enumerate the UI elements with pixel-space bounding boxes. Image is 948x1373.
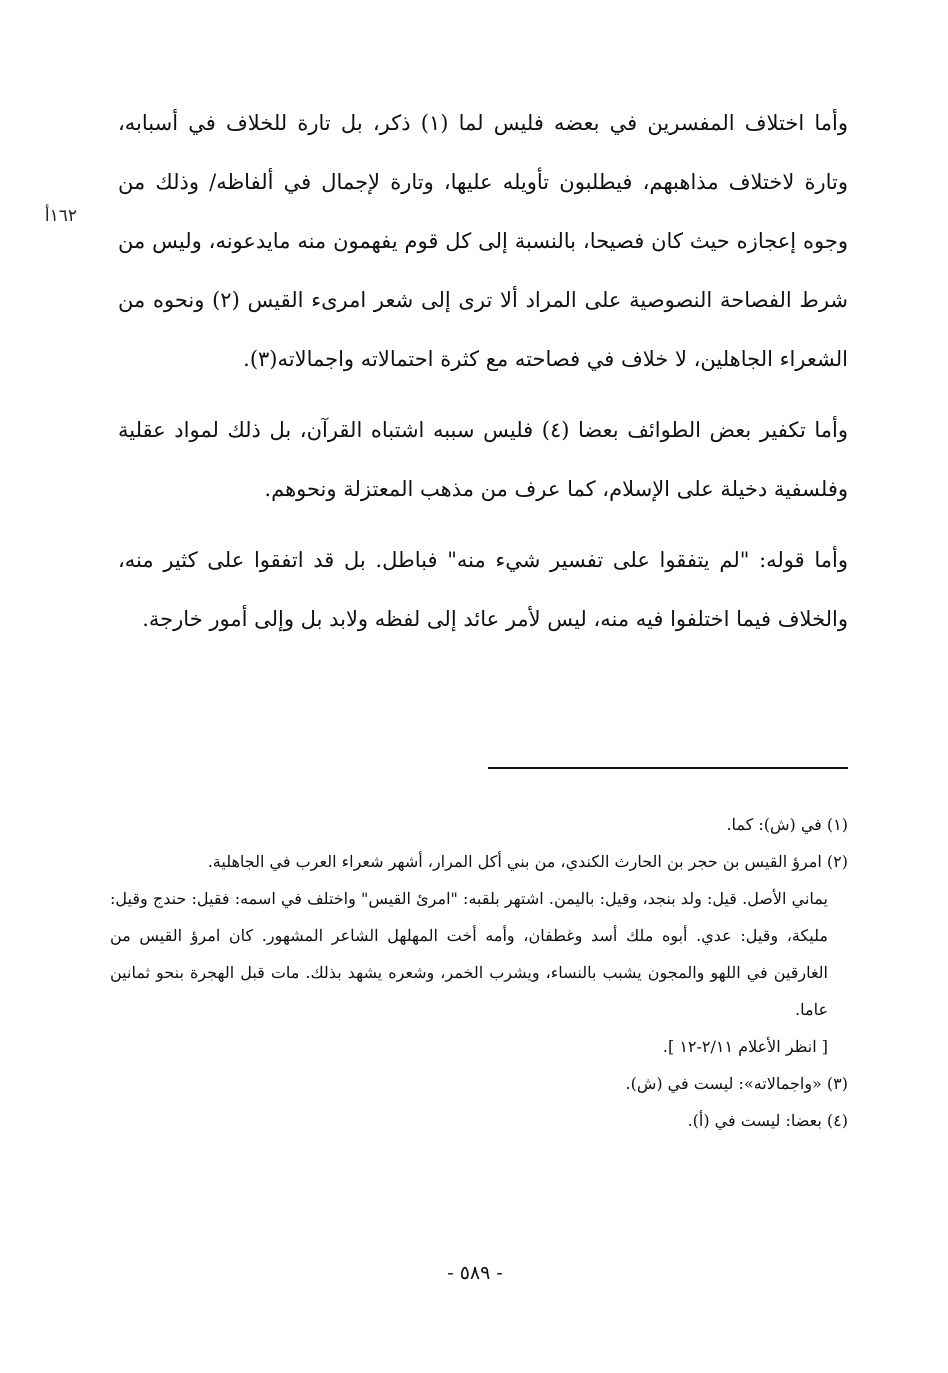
footnotes (110, 806, 848, 1139)
page-number: - ٥٨٩ - (447, 1262, 503, 1284)
footnote-2-reference: [ انظر الأعلام ٢/١١-١٢ ]. (662, 1037, 828, 1056)
footnote-1: (١) في (ش): كما. (726, 815, 848, 834)
margin-folio-note: ١٦٢أ (44, 206, 78, 226)
footnote-2: (٢) امرؤ القيس بن حجر بن الحارث الكندي، من بني أكل المرار، أشهر شعراء العرب في الجاهلية. (207, 852, 848, 871)
main-body (118, 94, 848, 661)
footnote-4: (٤) بعضا: ليست في (أ). (687, 1111, 848, 1130)
footnote-3: (٣) «واجمالاته»: ليست في (ش). (625, 1074, 848, 1093)
paragraph-2: وأما تكفير بعض الطوائف بعضا (٤) فليس سببه اشتباه القرآن، بل ذلك لمواد عقلية وفلسفية دخيلة على الإسلام، كما عرف من مذهب المعتزلة ونحوهم. (118, 418, 848, 501)
paragraph-3: وأما قوله: "لم يتفقوا على تفسير شيء منه" فباطل. بل قد اتفقوا على كثير منه، والخلاف فيما اختلفوا فيه منه، ليس لأمر عائد إلى لفظه ولابد بل وإلى أمور خارجة. (118, 548, 848, 631)
footnote-separator (488, 767, 848, 769)
paragraph-1: وأما اختلاف المفسرين في بعضه فليس لما (١) ذكر، بل تارة للخلاف في أسبابه، وتارة لاختلاف مذاهبهم، فيطلبون تأويله عليها، وتارة لإجمال في ألفاظه/ وذلك من وجوه إعجازه حيث كان فصيحا، بالنسبة إلى كل قوم يفهمون منه مايدعونه، وليس من شرط الفصاحة النصوصية على المراد ألا ترى إلى شعر امرىء القيس (٢) ونحوه من الشعراء الجاهلين، لا خلاف في فصاحته مع كثرة احتمالاته واجمالاته(٣). (118, 111, 849, 371)
footnote-2-body: يماني الأصل. قيل: ولد بنجد، وقيل: باليمن. اشتهر بلقبه: "امرئ القيس" واختلف في اسمه: فقيل: حندج وقيل: مليكة، وقيل: عدي. أبوه ملك أسد وغطفان، وأمه أخت المهلهل الشاعر المشهور. كان امرؤ القيس من الغارقين في اللهو والمجون يشبب بالنساء، ويشرب الخمر، وشعره يشهد بذلك. مات قبل الهجرة بنحو ثمانين عاما. (110, 889, 828, 1019)
